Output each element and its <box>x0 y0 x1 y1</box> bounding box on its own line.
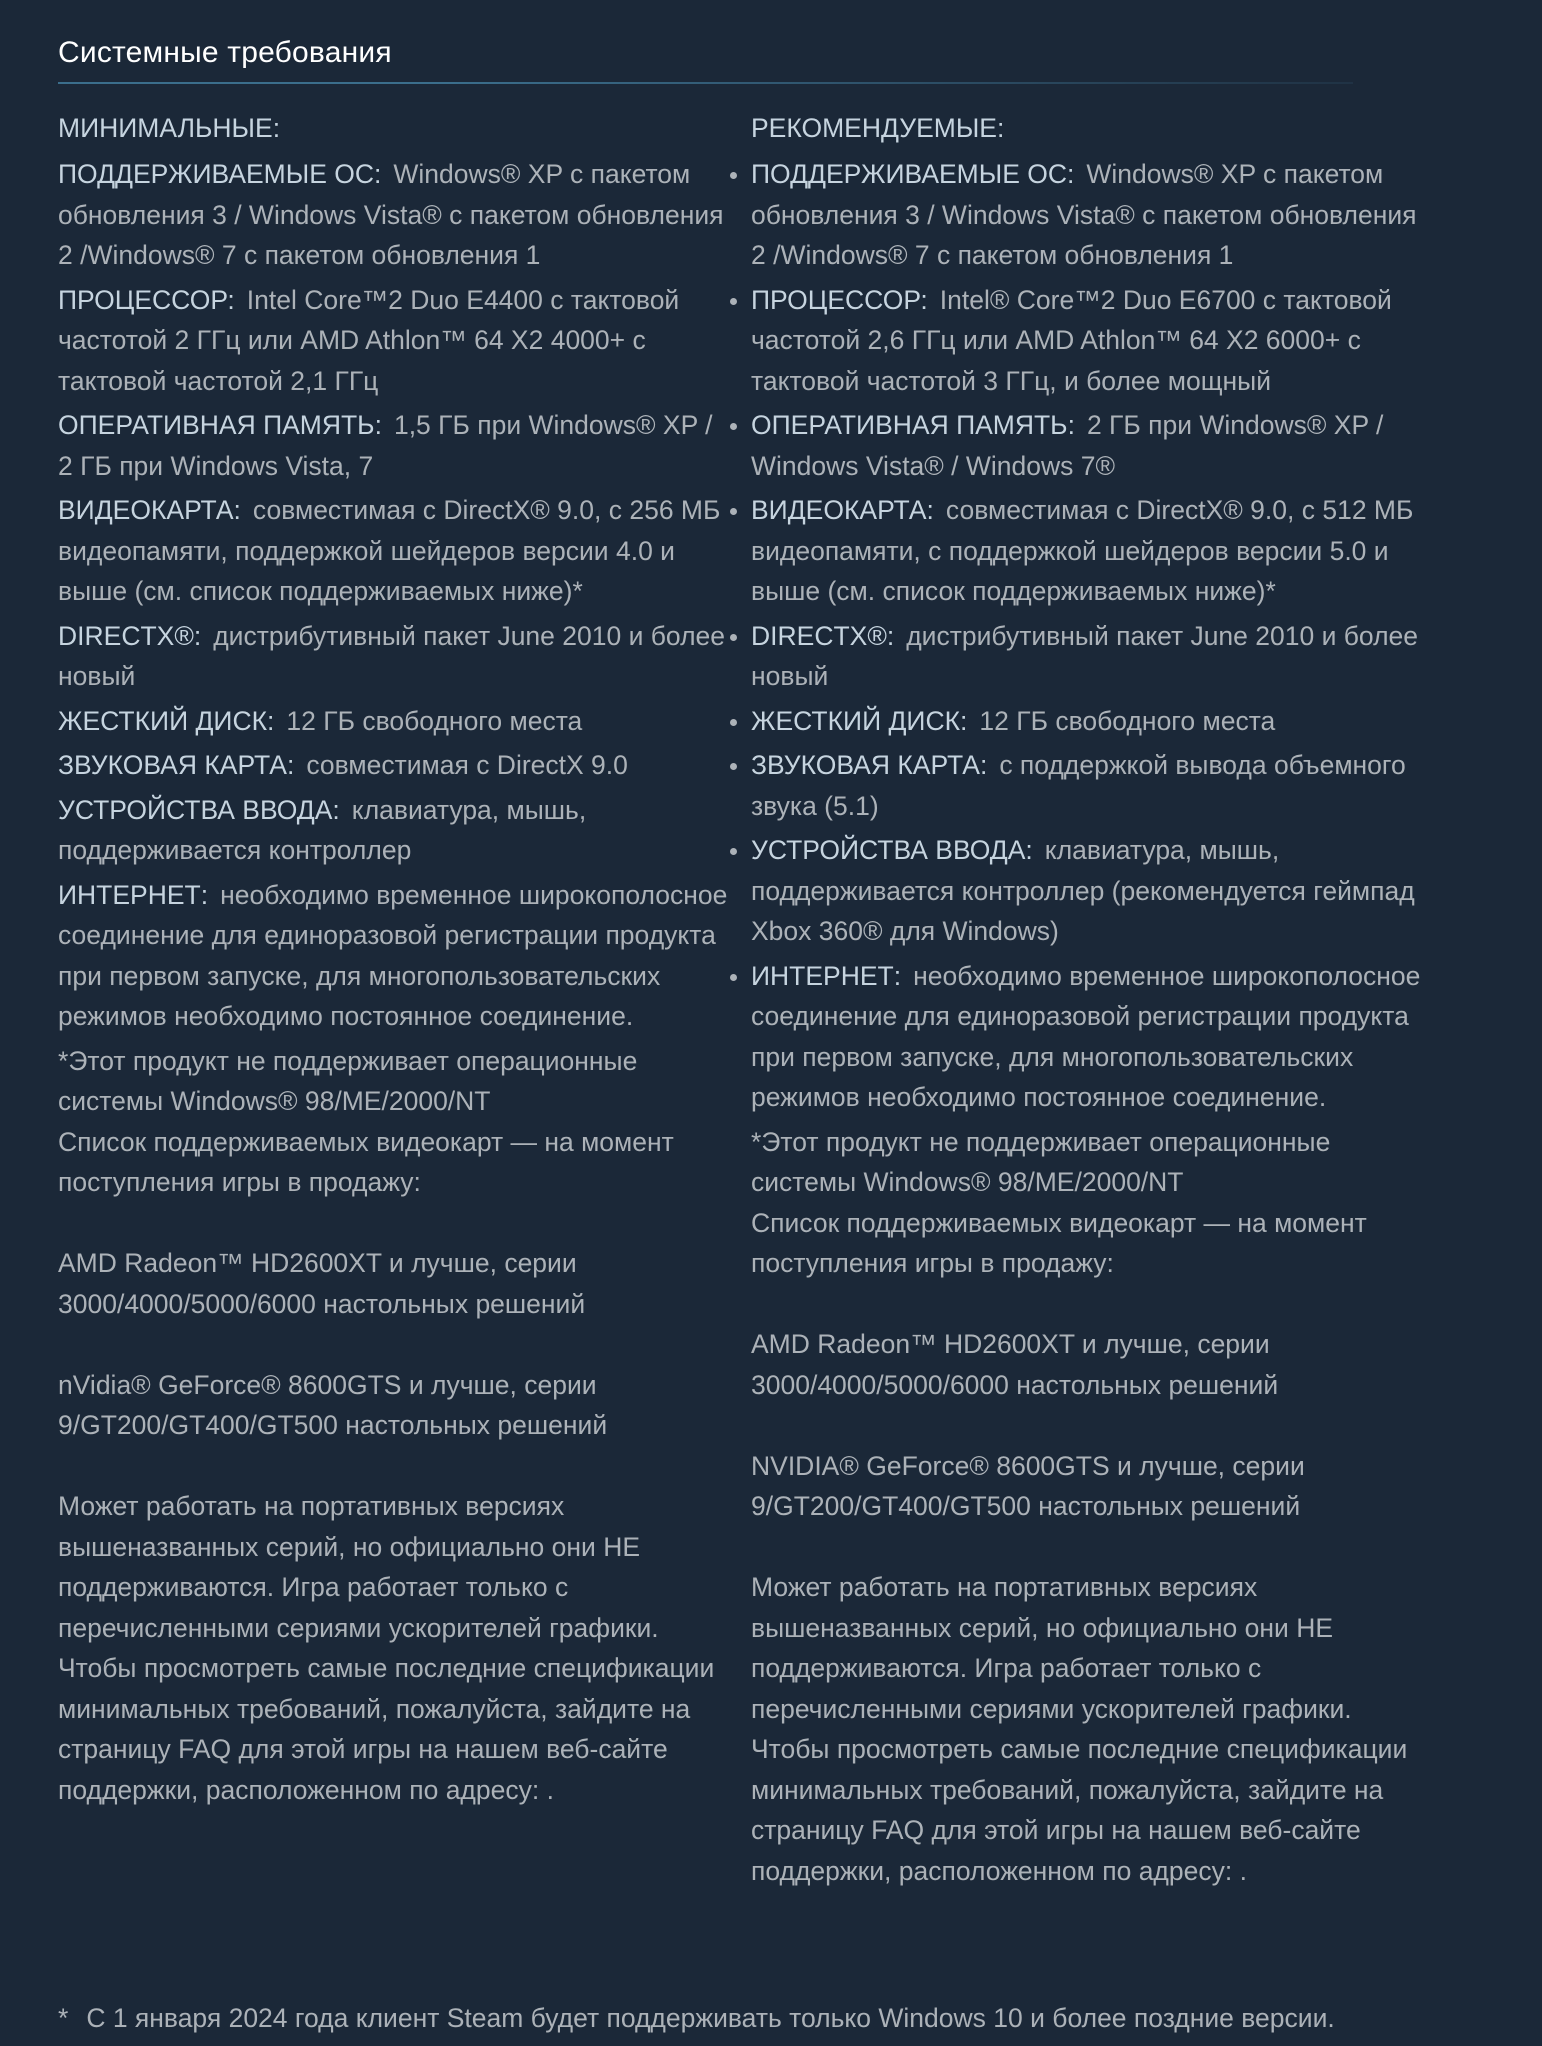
req-item-os <box>58 154 733 276</box>
recommended-requirements-list <box>751 154 1433 1118</box>
spacer <box>751 1284 1433 1325</box>
note-amd-gpus: AMD Radeon™ HD2600XT и лучше, серии 3000/4000/5000/6000 настольных решений <box>58 1248 586 1319</box>
req-value: 1,5 ГБ при Windows® XP / 2 ГБ при Windows Vista, 7 <box>58 410 713 481</box>
spacer <box>58 1324 733 1365</box>
req-value: Intel Core™2 Duo E4400 с тактовой частотой 2 ГГц или AMD Athlon™ 64 X2 4000+ с тактовой частотой 2,1 ГГц <box>58 284 680 396</box>
req-value: Windows® XP с пакетом обновления 3 / Windows Vista® с пакетом обновления 2 /Windows® 7 с пакетом обновления 1 <box>751 159 1417 270</box>
req-item-graphics <box>751 490 1433 612</box>
req-item-directx <box>751 616 1433 697</box>
title-divider <box>58 82 1353 84</box>
minimum-requirements-list <box>58 154 733 1037</box>
req-value: дистрибутивный пакет June 2010 и более новый <box>58 620 726 691</box>
asterisk-marker: * <box>58 2003 69 2033</box>
req-item-graphics <box>58 490 733 612</box>
req-label: ЖЕСТКИЙ ДИСК: <box>751 705 968 736</box>
req-value: 2 ГБ при Windows® XP / Windows Vista® / Windows 7® <box>751 410 1384 481</box>
req-label: DIRECTX®: <box>58 620 202 651</box>
minimum-requirements-column <box>58 108 733 1810</box>
req-value: 12 ГБ свободного места <box>286 705 583 736</box>
req-value: Intel® Core™2 Duo E6700 с тактовой частотой 2,6 ГГц или AMD Athlon™ 64 X2 6000+ с тактовой частотой 3 ГГц, и более мощный <box>751 284 1392 396</box>
steam-os-support-notice <box>58 1998 1335 2038</box>
req-label: ПРОЦЕССОР: <box>58 284 235 315</box>
req-value: необходимо временное широкополосное соединение для единоразовой регистрации продукта при первом запуске, для многопользовательских режимов необходимо постоянное соединение. <box>58 879 728 1031</box>
note-mobile-gpus: Может работать на портативных версиях вышеназванных серий, но официально они НЕ поддерживаются. Игра работает только с перечисленными сериями ускорителей графики. Чтобы просмотреть самые последние спецификации минимальных требований, пожалуйста, зайдите на страницу FAQ для этой игры на нашем веб-сайте поддержки, расположенном по адресу: . <box>751 1572 1408 1886</box>
note-nvidia-gpus: nVidia® GeForce® 8600GTS и лучше, серии 9/GT200/GT400/GT500 настольных решений <box>58 1369 608 1440</box>
req-value: совместимая с DirectX® 9.0, с 256 МБ видеопамяти, поддержкой шейдеров версии 4.0 и выше (см. список поддерживаемых ниже)* <box>58 495 721 606</box>
req-item-internet <box>751 956 1433 1118</box>
req-label: ОПЕРАТИВНАЯ ПАМЯТЬ: <box>58 410 382 440</box>
req-item-internet <box>58 875 733 1037</box>
req-label: ЗВУКОВАЯ КАРТА: <box>751 750 988 780</box>
note-gpu-list-intro: Список поддерживаемых видеокарт — на момент поступления игры в продажу: <box>751 1207 1367 1278</box>
req-item-directx <box>58 616 733 697</box>
spacer <box>58 1446 733 1487</box>
note-amd-gpus: AMD Radeon™ HD2600XT и лучше, серии 3000/4000/5000/6000 настольных решений <box>751 1329 1279 1400</box>
req-label: ВИДЕОКАРТА: <box>58 495 241 525</box>
req-item-processor <box>58 280 733 402</box>
req-item-sound <box>58 745 733 786</box>
req-label: ИНТЕРНЕТ: <box>751 960 902 991</box>
req-label: ПОДДЕРЖИВАЕМЫЕ ОС: <box>58 159 382 189</box>
notice-text: С 1 января 2024 года клиент Steam будет поддерживать только Windows 10 и более поздние версии. <box>86 2003 1335 2033</box>
req-label: ЗВУКОВАЯ КАРТА: <box>58 750 295 780</box>
req-value: совместимая с DirectX 9.0 <box>306 750 628 780</box>
req-label: УСТРОЙСТВА ВВОДА: <box>58 794 340 825</box>
req-item-storage <box>751 701 1433 742</box>
spacer <box>751 1527 1433 1568</box>
section-title: Системные требования <box>58 36 392 69</box>
req-label: ВИДЕОКАРТА: <box>751 495 934 525</box>
note-gpu-list-intro: Список поддерживаемых видеокарт — на момент поступления игры в продажу: <box>58 1126 674 1197</box>
req-label: ПРОЦЕССОР: <box>751 284 928 315</box>
req-item-processor <box>751 280 1433 402</box>
req-value: совместимая с DirectX® 9.0, с 512 МБ видеопамяти, с поддержкой шейдеров версии 5.0 и выше (см. список поддерживаемых ниже)* <box>751 495 1414 606</box>
req-item-memory <box>751 405 1433 486</box>
req-value: клавиатура, мышь, поддерживается контроллер <box>58 794 587 865</box>
req-item-os <box>751 154 1433 276</box>
req-item-storage <box>58 701 733 742</box>
req-label: ЖЕСТКИЙ ДИСК: <box>58 705 275 736</box>
note-mobile-gpus: Может работать на портативных версиях вышеназванных серий, но официально они НЕ поддерживаются. Игра работает только с перечисленными сериями ускорителей графики. Чтобы просмотреть самые последние спецификации минимальных требований, пожалуйста, зайдите на страницу FAQ для этой игры на нашем веб-сайте поддержки, расположенном по адресу: . <box>58 1491 715 1805</box>
note-unsupported-os: *Этот продукт не поддерживает операционные системы Windows® 98/ME/2000/NT <box>58 1045 638 1116</box>
req-item-sound <box>751 745 1433 826</box>
recommended-title: РЕКОМЕНДУЕМЫЕ: <box>751 113 1005 143</box>
note-unsupported-os: *Этот продукт не поддерживает операционные системы Windows® 98/ME/2000/NT <box>751 1126 1331 1197</box>
note-nvidia-gpus: NVIDIA® GeForce® 8600GTS и лучше, серии 9/GT200/GT400/GT500 настольных решений <box>751 1450 1305 1521</box>
spacer <box>751 1405 1433 1446</box>
req-value: 12 ГБ свободного места <box>979 705 1276 736</box>
req-label: DIRECTX®: <box>751 620 895 651</box>
req-value: клавиатура, мышь, поддерживается контроллер (рекомендуется геймпад Xbox 360® для Windows) <box>751 835 1415 946</box>
req-label: УСТРОЙСТВА ВВОДА: <box>751 835 1033 865</box>
req-label: ИНТЕРНЕТ: <box>58 879 209 910</box>
req-value: необходимо временное широкополосное соединение для единоразовой регистрации продукта при первом запуске, для многопользовательских режимов необходимо постоянное соединение. <box>751 960 1421 1112</box>
req-value: дистрибутивный пакет June 2010 и более новый <box>751 620 1419 691</box>
spacer <box>58 1203 733 1244</box>
req-label: ОПЕРАТИВНАЯ ПАМЯТЬ: <box>751 410 1075 440</box>
req-item-input <box>751 830 1433 952</box>
req-value: Windows® XP с пакетом обновления 3 / Windows Vista® с пакетом обновления 2 /Windows® 7 с пакетом обновления 1 <box>58 159 724 270</box>
req-label: ПОДДЕРЖИВАЕМЫЕ ОС: <box>751 159 1075 189</box>
req-value: с поддержкой вывода объемного звука (5.1) <box>751 750 1406 821</box>
req-item-memory <box>58 405 733 486</box>
minimum-title: МИНИМАЛЬНЫЕ: <box>58 113 281 143</box>
recommended-requirements-column <box>751 108 1433 1891</box>
req-item-input <box>58 790 733 871</box>
